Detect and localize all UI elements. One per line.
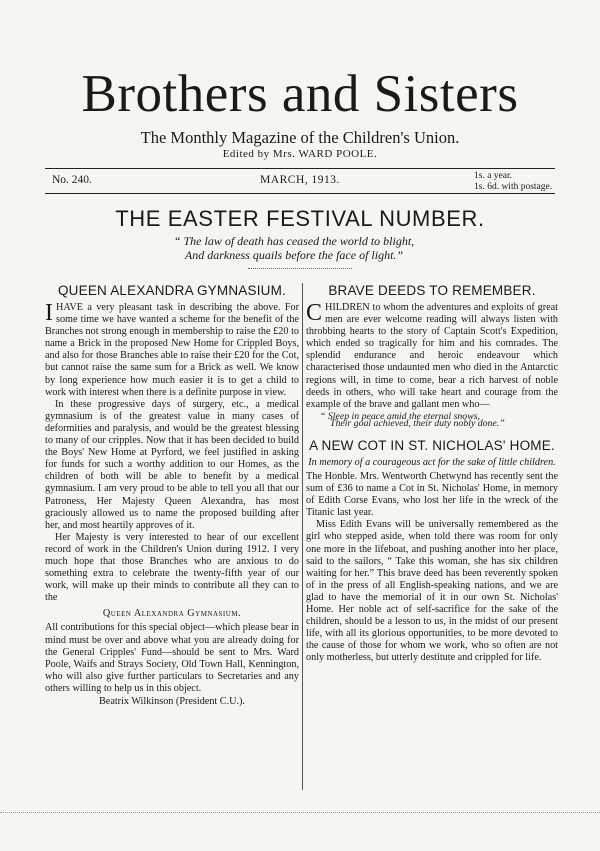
masthead-title: Brothers and Sisters <box>81 65 519 123</box>
new-cot-para-2: Miss Edith Evans will be universally remembered as the girl who stepped aside, when told there was room for only one more in the lifeboat, and pushing another into her place, said to the sailors, “ Take this woman, she has six children waiting for her.” This brave deed has been reverently spoken of in the press of all English-speaking nations, and we are glad to have the memorial of it in our own St. Nicholas' Home. Her noble act of self-sacrifice for the sake of the children, should be a lesson to us, in the midst of our present life, with all its glorious opportunities, to be more devoted to the cause of those for whom we work, who so often are not only motherless, but utterly destitute and crippled for life. <box>306 519 558 664</box>
issue-rule <box>45 193 555 194</box>
issue-date: MARCH, 1913. <box>260 174 340 186</box>
new-cot-title: A NEW COT IN ST. NICHOLAS' HOME. <box>309 437 555 453</box>
brave-deeds-para: CHILDREN to whom the adventures and exploits of great men are ever welcome reading will always listen with throbbing hearts to the story of Captain Scott's Expedition, which ended so tragically for him and his comrades. The splendid endurance and heroic endeavour which characterised those undaunted men who died in the Antarctic regions will, in time to come, bear a rich harvest of noble deeds in others, who will take heart and courage from the example of the brave and gallant men who— <box>306 300 558 410</box>
brave-deeds-title: BRAVE DEEDS TO REMEMBER. <box>328 283 536 298</box>
right-column <box>306 283 558 664</box>
left-column <box>45 283 299 708</box>
masthead-editor: Edited by Mrs. WARD POOLE. <box>222 148 378 160</box>
column-divider <box>302 283 303 790</box>
new-cot-subtitle: In memory of a courageous act for the sake of little children. <box>308 456 556 468</box>
motto <box>0 234 600 262</box>
gymnasium-title: QUEEN ALEXANDRA GYMNASIUM. <box>57 283 286 298</box>
gymnasium-para-3: Her Majesty is very interested to hear of our excellent record of work in the Children's Union during 1912. I very much hope that those Branches who are anxious to do something extra to celebrate the twenty-fifth year of our work, will make up their minds to contribute all they can to the <box>45 531 299 604</box>
motto-line-1: “ The law of death has ceased the world to blight, <box>173 234 415 248</box>
signature: Beatrix Wilkinson (President C.U.). <box>99 696 245 707</box>
motto-line-2: And darkness quails before the face of light.” <box>184 248 404 262</box>
motto-divider <box>248 268 352 269</box>
gymnasium-para-2: In these progressive days of surgery, etc., a medical gymnasium is of the greatest value in many cases of deformities and paralysis, and would be the greatest blessing to many of our cripples. Now that it has been decided to build the Boys' New Home at Pyrford, we feel justified in asking for funds for such a worthy addition to our Homes, as the children of both will be able to benefit by a medical gymnasium. I am very proud to be able to tell you all that our Patroness, Her Majesty Queen Alexandra, has most graciously allowed us to name the proposed building after her, and most heartily approves of it. <box>45 398 299 531</box>
issue-price <box>474 171 552 193</box>
quote-line-1: “ Sleep in peace amid the eternal snows, <box>320 410 480 422</box>
price-year: 1s. a year. <box>474 171 512 181</box>
top-rule <box>45 168 555 169</box>
masthead-subtitle: The Monthly Magazine of the Children's Union. <box>140 128 460 147</box>
headline: THE EASTER FESTIVAL NUMBER. <box>115 206 485 231</box>
price-postage: 1s. 6d. with postage. <box>474 182 553 192</box>
gymnasium-centered: Queen Alexandra Gymnasium. <box>102 608 242 620</box>
quote-line-2: Their goal achieved, their duty nobly done.” <box>330 418 505 430</box>
dropcap-c: C <box>306 300 323 326</box>
dropcap-i: I <box>45 300 53 326</box>
bottom-dotted-edge <box>0 812 600 819</box>
gymnasium-para-1: IHAVE a very pleasant task in describing the above. For some time we have wanted a scheme for the benefit of the Branches not strong enough in membership to raise the £20 to name a Brick in the proposed New Home for Crippled Boys, and also for those Branches able to raise their £20 for the Cot, but cannot raise the same sum for a Brick as well. We know by long experience how much easier it is to get a child to work with interest when there is a definite purpose in view. <box>45 300 299 398</box>
new-cot-para-1: The Honble. Mrs. Wentworth Chetwynd has recently sent the sum of £36 to name a Cot in St. Nicholas' Home, in memory of Edith Corse Evans, who lost her life in the wreck of the Titanic last year. <box>306 470 558 519</box>
gymnasium-para-4: All contributions for this special object—which please bear in mind must be over and above what you are already doing for the General Cripples' Fund—should be sent to Mrs. Ward Poole, Waifs and Strays Society, Old Town Hall, Kennington, who will also give further particulars to Secretaries and any others willing to help us in this object. <box>45 622 299 694</box>
issue-number: No. 240. <box>52 174 92 186</box>
